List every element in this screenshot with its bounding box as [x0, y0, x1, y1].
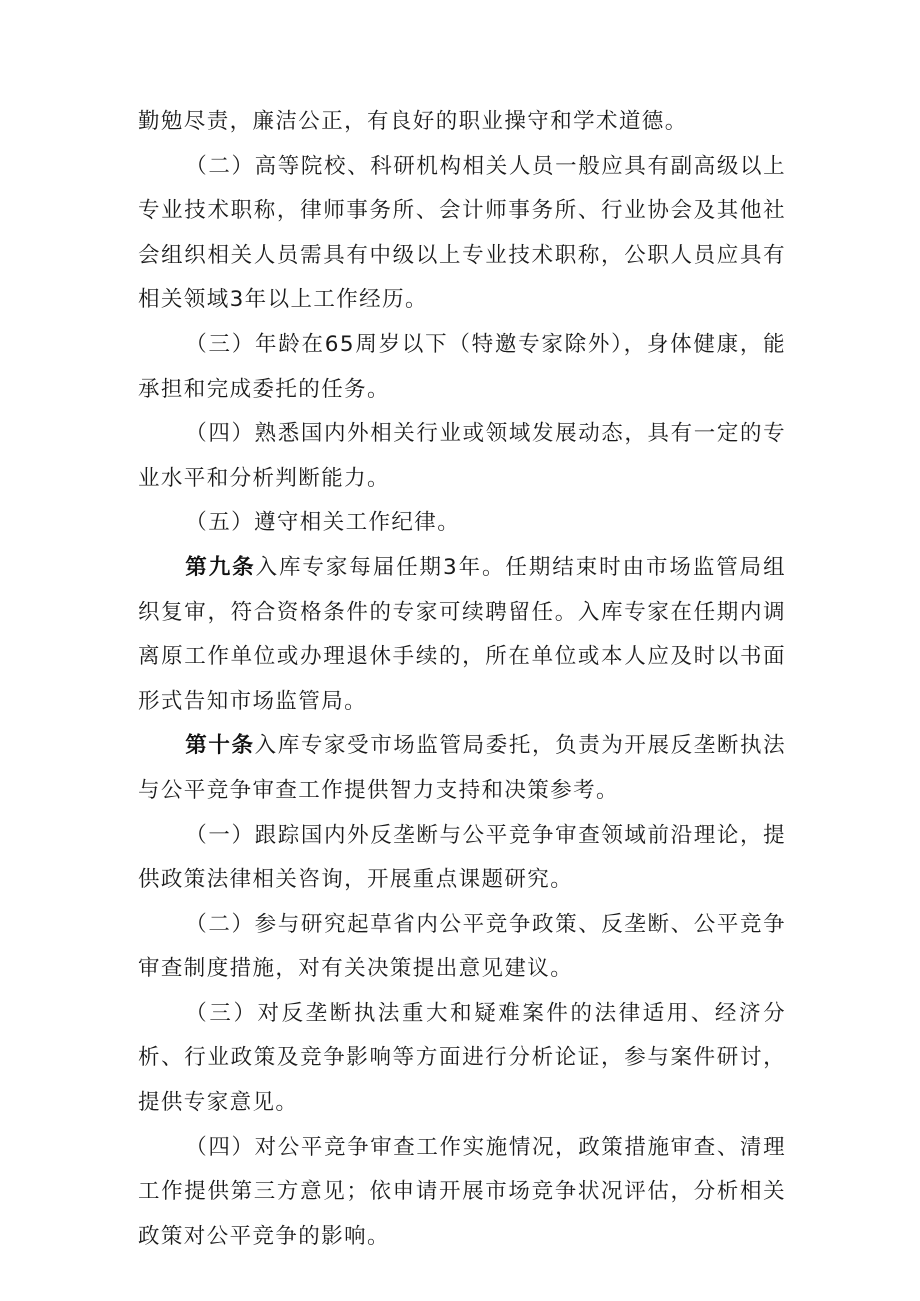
paragraph-text: （二）参与研究起草省内公平竞争政策、反垄断、公平竞争审查制度措施，对有关决策提出意见建议。: [138, 911, 786, 982]
paragraph-text: （一）跟踪国内外反垄断与公平竞争审查领域前沿理论，提供政策法律相关咨询，开展重点课题研究。: [138, 822, 786, 893]
article-heading: 第十条: [185, 733, 255, 759]
qualification-item-5: [138, 501, 786, 546]
paragraph-text: （四）对公平竞争审查工作实施情况，政策措施审查、清理工作提供第三方意见；依申请开展市场竞争状况评估，分析相关政策对公平竞争的影响。: [138, 1134, 786, 1249]
paragraph-text: 勤勉尽责，廉洁公正，有良好的职业操守和学术道德。: [138, 109, 688, 134]
qualification-item-4: [138, 412, 786, 501]
paragraph-text: 入库专家每届任期3年。任期结束时由市场监管局组织复审，符合资格条件的专家可续聘留任。入库专家在任期内调离原工作单位或办理退休手续的，所在单位或本人应及时以书面形式告知市场监管局。: [138, 554, 786, 714]
duty-item-2: [138, 903, 786, 992]
duty-item-4: [138, 1126, 786, 1260]
article-10: [138, 724, 786, 813]
paragraph-continuation: [138, 100, 786, 145]
paragraph-text: （三）对反垄断执法重大和疑难案件的法律适用、经济分析、行业政策及竞争影响等方面进行分析论证，参与案件研讨，提供专家意见。: [138, 1000, 786, 1116]
duty-item-1: [138, 814, 786, 903]
paragraph-text: （三）年龄在65周岁以下（特邀专家除外），身体健康，能承担和完成委托的任务。: [138, 331, 786, 402]
paragraph-text: （四）熟悉国内外相关行业或领域发展动态，具有一定的专业水平和分析判断能力。: [138, 421, 786, 491]
paragraph-text: （五）遵守相关工作纪律。: [185, 510, 461, 536]
qualification-item-3: [138, 323, 786, 412]
article-heading: 第九条: [185, 554, 256, 580]
qualification-item-2: [138, 145, 786, 323]
paragraph-text: （二）高等院校、科研机构相关人员一般应具有副高级以上专业技术职称，律师事务所、会计师事务所、行业协会及其他社会组织相关人员需具有中级以上专业技术职称，公职人员应具有相关领域3年以上工作经历。: [138, 153, 786, 313]
article-9: [138, 546, 786, 724]
document-body: [138, 100, 786, 1259]
paragraph-text: 入库专家受市场监管局委托，负责为开展反垄断执法与公平竞争审查工作提供智力支持和决策参考。: [138, 733, 787, 803]
duty-item-3: [138, 992, 786, 1126]
